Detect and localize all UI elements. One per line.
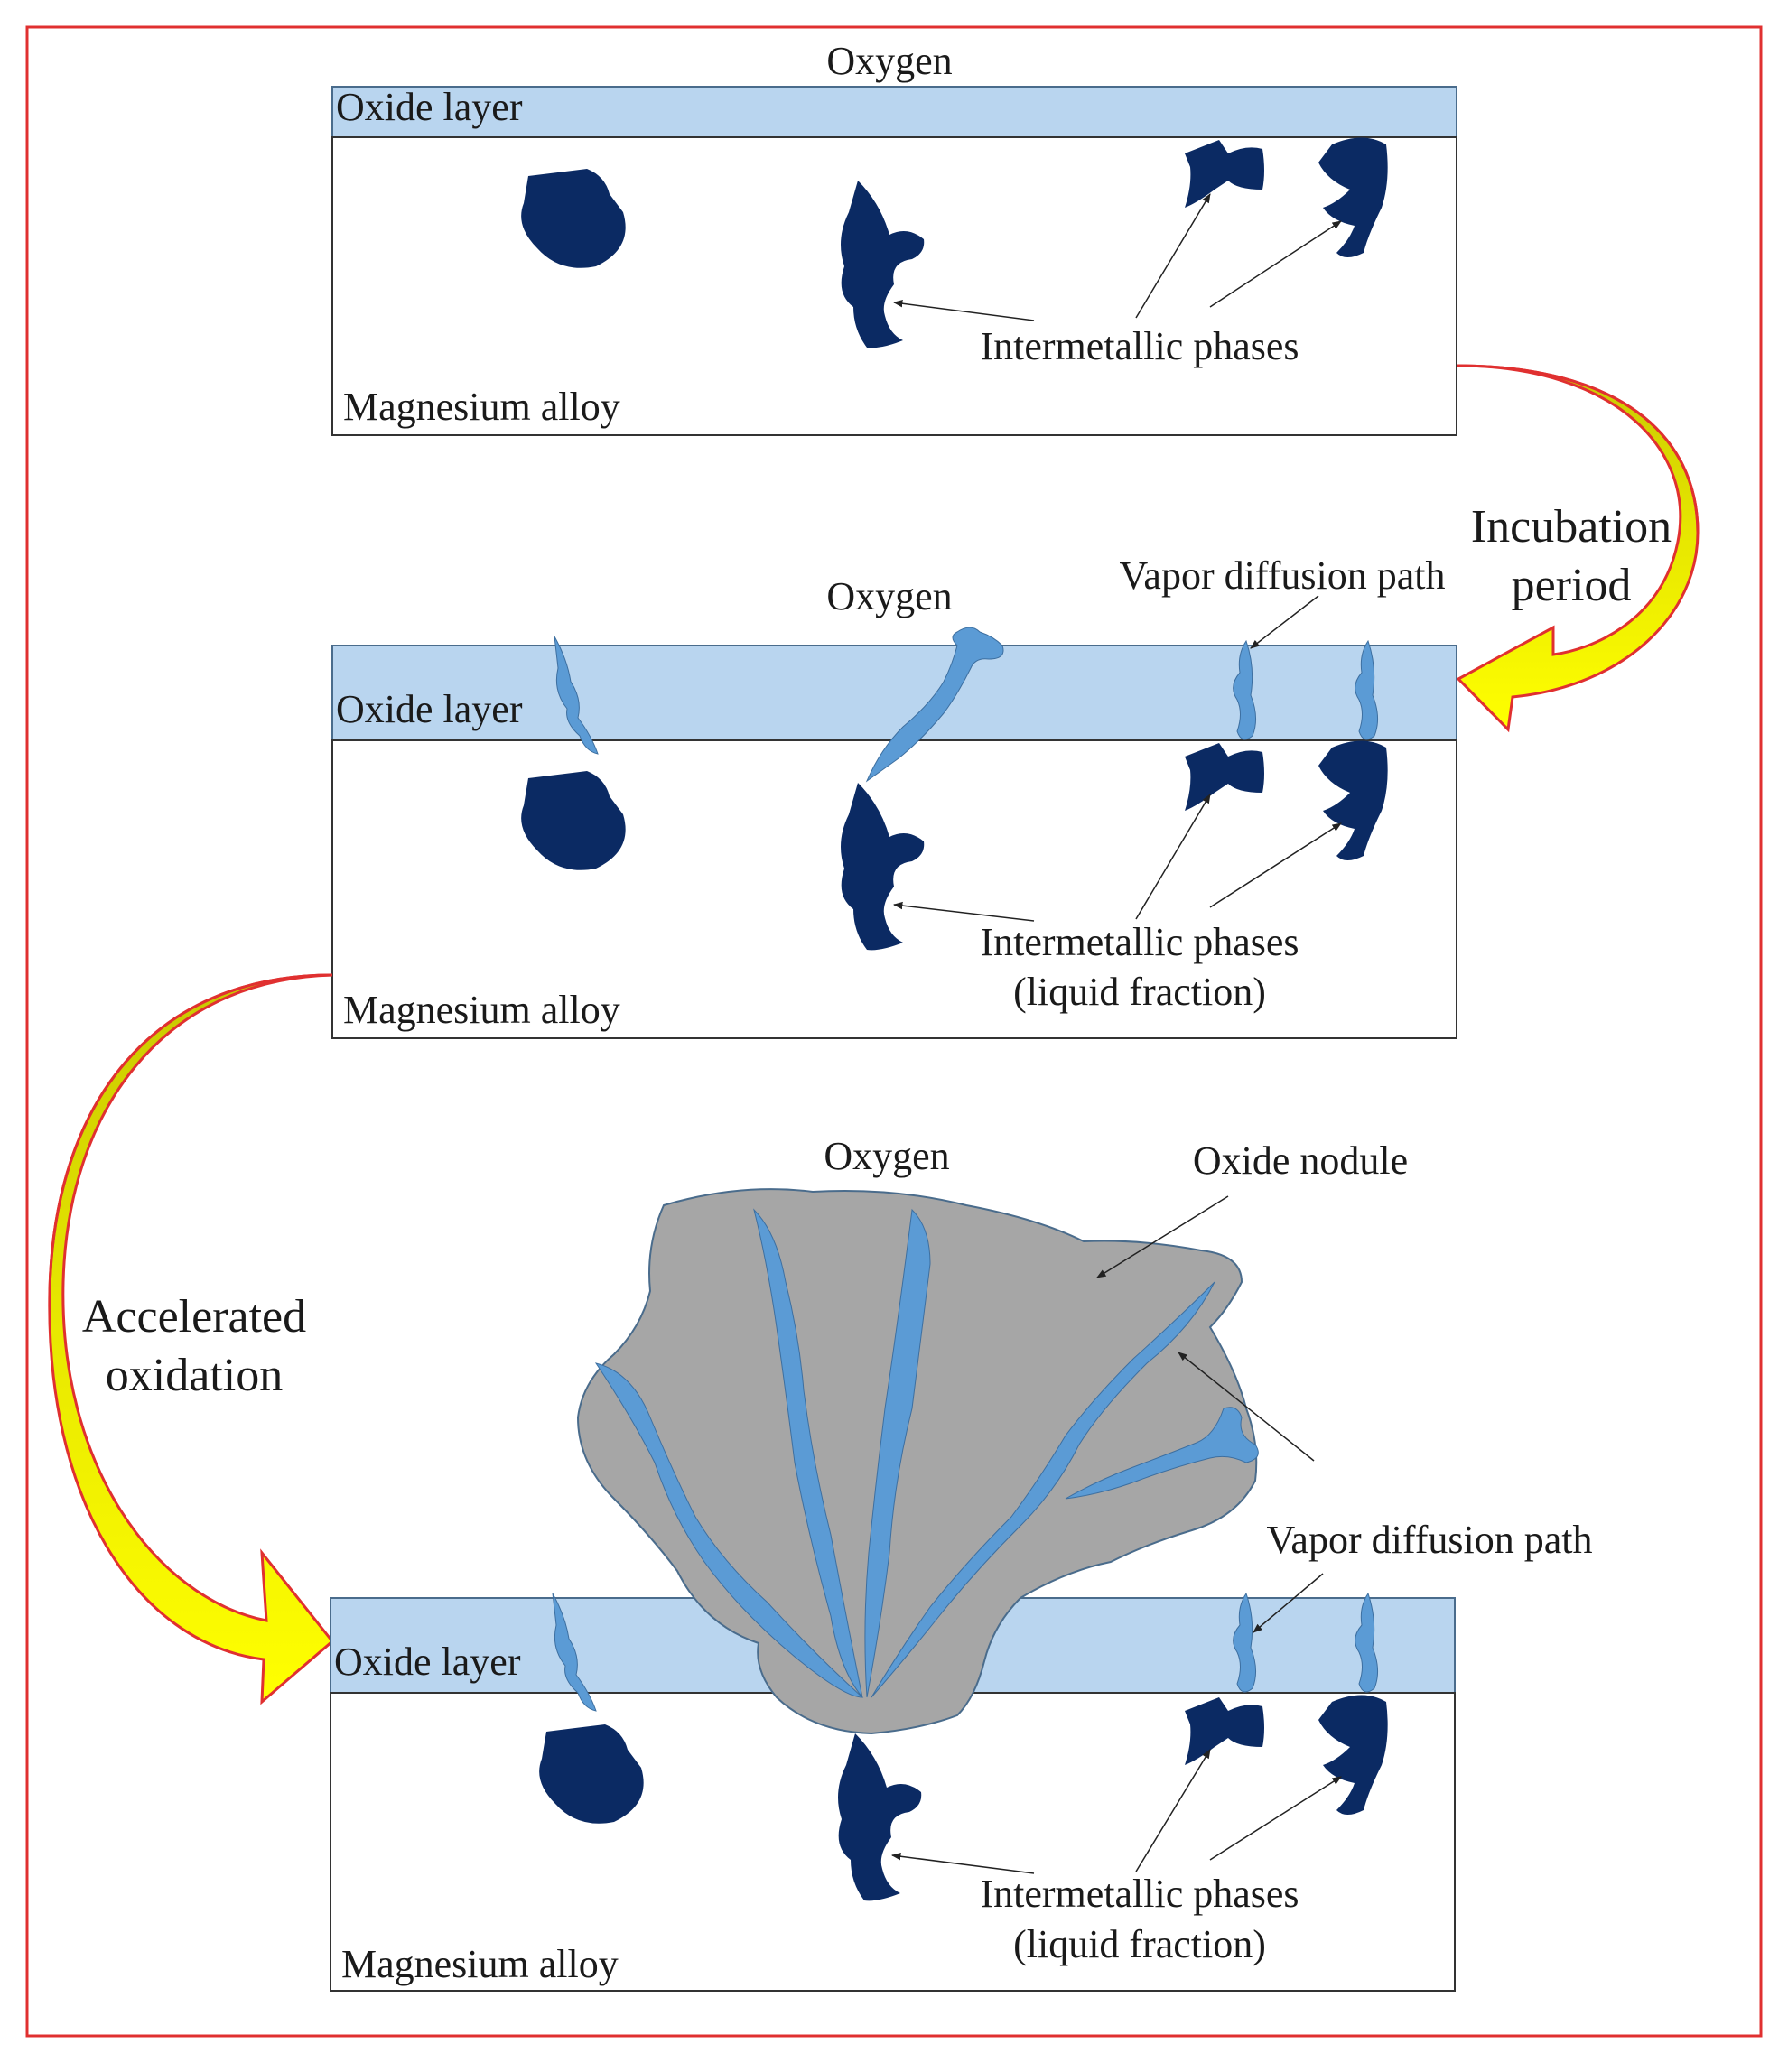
magnesium-alloy-label: Magnesium alloy (341, 1942, 619, 1986)
magnesium-alloy-label: Magnesium alloy (343, 988, 620, 1032)
intermetallic-label-line1: Intermetallic phases (980, 920, 1299, 964)
accelerated-label-line2: oxidation (105, 1350, 284, 1401)
intermetallic-label-line2: (liquid fraction) (1013, 1922, 1266, 1966)
accelerated-label-line1: Accelerated (81, 1291, 307, 1343)
stage-1 (332, 39, 1457, 435)
intermetallic-label-line1: Intermetallic phases (980, 1872, 1299, 1916)
incubation-label-line2: period (1511, 560, 1632, 611)
magnesium-alloy-label: Magnesium alloy (343, 385, 620, 429)
oxide-layer-label: Oxide layer (334, 1640, 521, 1684)
vapor-diffusion-path-label: Vapor diffusion path (1266, 1518, 1593, 1562)
oxygen-label: Oxygen (826, 39, 953, 83)
oxide-layer-label: Oxide layer (336, 85, 523, 129)
oxygen-label: Oxygen (826, 574, 953, 618)
incubation-label-line1: Incubation (1470, 501, 1672, 553)
oxide-layer-label: Oxide layer (336, 687, 523, 731)
intermetallic-label-line2: (liquid fraction) (1013, 970, 1266, 1014)
oxygen-label: Oxygen (824, 1134, 950, 1178)
intermetallic-label: Intermetallic phases (980, 324, 1299, 368)
oxide-nodule-label: Oxide nodule (1192, 1138, 1409, 1183)
vapor-diffusion-path-label: Vapor diffusion path (1119, 553, 1446, 598)
